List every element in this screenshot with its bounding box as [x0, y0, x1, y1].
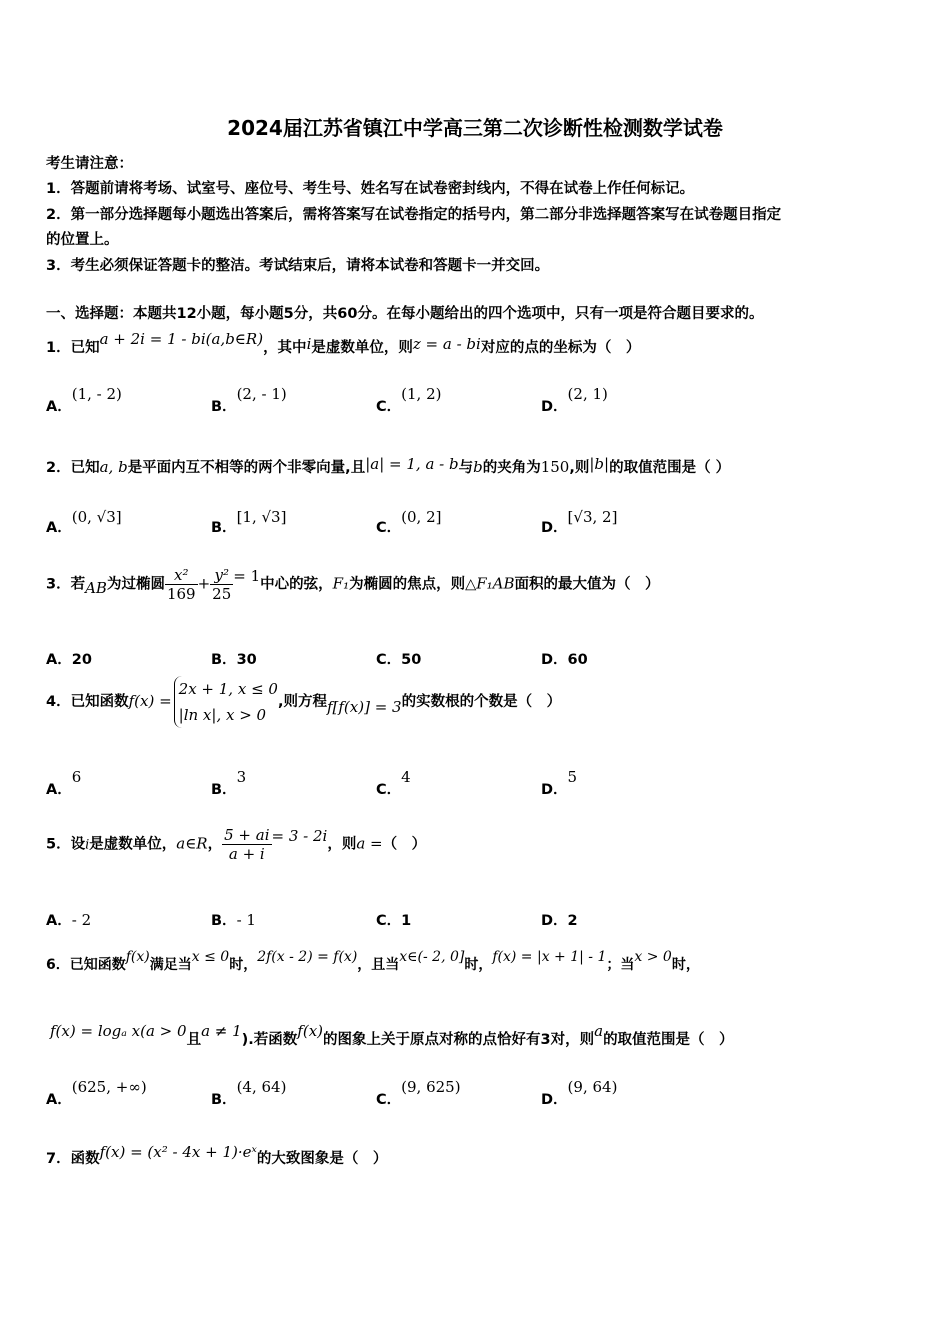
q1-text-2: ，其中: [263, 340, 307, 356]
option-label: A．: [46, 520, 72, 536]
q4-math-1: f(x) =: [128, 692, 172, 710]
option-label: B．: [211, 782, 237, 798]
q6-text-10: 的图象上关于原点对称的点恰好有3对，则: [323, 1032, 595, 1048]
option-label: B．: [211, 520, 237, 536]
q6-math-1: f(x): [125, 949, 150, 965]
q5-frac-num: 5 + ai: [224, 826, 270, 844]
q2-text-4: 的夹角为: [482, 460, 541, 476]
q6-math-6: x > 0: [634, 949, 672, 965]
q5-option-d[interactable]: [541, 909, 578, 930]
option-value: 1: [401, 913, 412, 929]
option-label: C．: [376, 399, 402, 415]
q6-math-2: x ≤ 0: [191, 949, 230, 965]
option-value: [√3, 2]: [567, 508, 618, 526]
option-label: C．: [376, 652, 402, 668]
q2-option-a[interactable]: [46, 508, 122, 537]
option-value: 5: [567, 768, 578, 786]
q3-frac2-den: 25: [212, 585, 232, 603]
q3-text-2: 为过椭圆: [106, 576, 165, 593]
q2-text-2: 是平面内互不相等的两个非零向量,且: [127, 460, 366, 476]
page-title: 2024届江苏省镇江中学高三第二次诊断性检测数学试卷: [227, 116, 723, 140]
q6-text-9: ).若函数: [241, 1032, 298, 1048]
q5-math-2: a∈R: [176, 834, 208, 853]
q1-option-c[interactable]: [376, 385, 442, 416]
option-label: C．: [376, 1092, 402, 1108]
q4-option-d[interactable]: [541, 768, 578, 799]
q4-option-b[interactable]: [211, 768, 247, 799]
question-4: [46, 676, 561, 728]
q2-text-1: 2．已知: [46, 460, 100, 476]
q5-text-4: ，则: [327, 836, 357, 853]
q5-text-5: （ ）: [382, 836, 427, 853]
q2-math-5: |b|: [589, 455, 610, 473]
q3-math-3: F₁AB: [476, 574, 515, 593]
option-value: (625, +∞): [71, 1078, 147, 1096]
q6-text-11: 的取值范围是（ ）: [603, 1032, 734, 1048]
q2-option-b[interactable]: [211, 508, 287, 537]
option-label: D．: [541, 520, 568, 536]
q6-math-9: f(x): [297, 1022, 324, 1040]
q5-math-1: i: [85, 837, 90, 853]
q5-option-a[interactable]: [46, 909, 91, 930]
q6-math-7: f(x) = logₐ x(a > 0: [50, 1022, 187, 1040]
question-6-line-1: [46, 949, 700, 974]
option-label: D．: [541, 399, 568, 415]
q4-math-2: f[f(x)] = 3: [326, 698, 402, 716]
q3-option-d[interactable]: [541, 648, 588, 669]
notice-item-1: 1．答题前请将考场、试室号、座位号、考生号、姓名写在试卷密封线内，不得在试卷上作任何标记。: [46, 181, 695, 197]
q5-option-b[interactable]: [211, 909, 256, 930]
q2-math-1: a, b: [99, 458, 128, 476]
q7-text-1: 7．函数: [46, 1151, 100, 1167]
q1-text-1: 1．已知: [46, 340, 100, 356]
q2-math-2: |a| = 1, a - b: [365, 455, 459, 473]
option-value: [1, √3]: [236, 508, 287, 526]
q2-option-c[interactable]: [376, 508, 442, 537]
q2-option-d[interactable]: [541, 508, 618, 537]
q4-option-c[interactable]: [376, 768, 411, 799]
q3-option-a[interactable]: [46, 648, 92, 669]
q3-text-1: 3．若: [46, 576, 86, 593]
option-value: (0, 2]: [401, 508, 442, 526]
q6-math-5: f(x) = |x + 1| - 1: [492, 949, 607, 965]
option-label: D．: [541, 913, 568, 929]
option-value: 20: [71, 652, 92, 668]
option-value: (9, 625): [401, 1078, 461, 1096]
q3-fraction-y: [210, 566, 233, 603]
option-label: A．: [46, 399, 72, 415]
q6-text-4: ，且当: [357, 957, 400, 973]
option-label: A．: [46, 782, 72, 798]
q6-math-8: a ≠ 1: [201, 1022, 242, 1040]
q4-text-2: ,则方程: [277, 694, 327, 710]
option-label: B．: [211, 652, 237, 668]
q6-text-5: 时，: [464, 957, 493, 973]
question-1: [46, 330, 641, 357]
q7-math-1: f(x) = (x² - 4x + 1)·eˣ: [99, 1143, 257, 1161]
q6-math-3: 2f(x - 2) = f(x): [257, 949, 358, 965]
option-label: D．: [541, 1092, 568, 1108]
q2-math-3: b: [473, 458, 483, 476]
q3-frac1-num: x²: [165, 566, 198, 585]
option-value: (4, 64): [236, 1078, 287, 1096]
option-value: 30: [236, 652, 257, 668]
q3-equals: = 1: [233, 566, 261, 585]
q4-piece-1: 2x + 1, x ≤ 0: [178, 680, 278, 698]
option-label: B．: [211, 1092, 237, 1108]
q4-text-1: 4．已知函数: [46, 694, 129, 710]
q5-math-3: a =: [356, 834, 383, 853]
option-value: 2: [567, 913, 578, 929]
option-value: (1, 2): [401, 385, 442, 403]
q6-option-c[interactable]: [376, 1078, 461, 1109]
q2-math-4: 150: [540, 458, 570, 476]
q4-piece-2: |ln x|, x > 0: [178, 706, 267, 724]
q3-text-3: 中心的弦，: [260, 576, 333, 593]
q6-option-b[interactable]: [211, 1078, 287, 1109]
q5-text-1: 5．设: [46, 836, 86, 853]
q6-option-a[interactable]: [46, 1078, 147, 1109]
q6-math-4: x∈(- 2, 0]: [399, 949, 465, 965]
q5-text-3: ，: [207, 836, 223, 853]
q2-text-5: ,则: [569, 460, 590, 476]
q1-text-4: 对应的点的坐标为（ ）: [480, 340, 641, 356]
question-5: [46, 826, 426, 863]
option-value: - 2: [71, 911, 92, 929]
option-value: (2, - 1): [236, 385, 287, 403]
option-value: 6: [71, 768, 82, 786]
notice-item-2-cont: 的位置上。: [46, 232, 119, 248]
q5-text-2: 是虚数单位，: [89, 836, 177, 853]
option-value: (9, 64): [567, 1078, 618, 1096]
q1-option-b[interactable]: [211, 385, 287, 416]
notice-item-2: 2．第一部分选择题每小题选出答案后，需将答案写在试卷指定的括号内，第二部分非选择题答案写在试卷题目指定: [46, 207, 782, 223]
q5-frac-den: a + i: [228, 845, 265, 863]
q1-math-3: z = a - bi: [412, 335, 481, 353]
question-7: [46, 1143, 388, 1168]
q5-equals: = 3 - 2i: [271, 826, 328, 845]
option-label: B．: [211, 913, 237, 929]
q4-text-3: 的实数根的个数是（ ）: [401, 694, 562, 710]
q1-option-a[interactable]: [46, 385, 122, 416]
option-value: (0, √3]: [71, 508, 122, 526]
q3-text-4: 为椭圆的焦点，则△: [349, 576, 477, 593]
option-value: 4: [401, 768, 411, 786]
section-heading: 一、选择题：本题共12小题，每小题5分，共60分。在每小题给出的四个选项中，只有一项是符合题目要求的。: [46, 306, 764, 322]
option-label: C．: [376, 520, 402, 536]
option-value: 60: [567, 652, 588, 668]
option-value: (2, 1): [567, 385, 608, 403]
q6-text-6: ；当: [606, 957, 635, 973]
question-2: [46, 456, 730, 477]
option-value: 3: [236, 768, 247, 786]
q6-text-8: 且: [186, 1032, 202, 1048]
q3-frac2-num: y²: [210, 566, 233, 585]
q3-math-2: F₁: [332, 574, 350, 593]
q3-math-1: AB: [85, 578, 107, 597]
option-label: C．: [376, 782, 402, 798]
q3-option-b[interactable]: [211, 648, 257, 669]
q1-math-1: a + 2i = 1 - bi(a,b∈R): [99, 330, 264, 348]
option-label: C．: [376, 913, 402, 929]
q6-text-7: 时，: [671, 957, 700, 973]
question-6-line-2: [50, 1022, 734, 1049]
q6-text-3: 时，: [229, 957, 258, 973]
q5-option-c[interactable]: [376, 909, 411, 930]
notice-item-3: 3．考生必须保证答题卡的整洁。考试结束后，请将本试卷和答题卡一并交回。: [46, 258, 550, 274]
option-label: A．: [46, 913, 72, 929]
question-3: [46, 566, 660, 603]
option-label: D．: [541, 652, 568, 668]
notice-heading: 考生请注意：: [46, 156, 133, 172]
q1-math-2: i: [306, 335, 312, 353]
q3-fraction-x: [165, 566, 198, 603]
q3-text-5: 面积的最大值为（ ）: [514, 576, 660, 593]
q2-text-3: 与: [458, 460, 474, 476]
option-value: (1, - 2): [71, 385, 122, 403]
option-label: B．: [211, 399, 237, 415]
q1-text-3: 是虚数单位，则: [311, 340, 413, 356]
q5-fraction: [222, 826, 271, 863]
option-value: 50: [401, 652, 422, 668]
q6-option-d[interactable]: [541, 1078, 618, 1109]
option-label: A．: [46, 1092, 72, 1108]
q1-option-d[interactable]: [541, 385, 608, 416]
option-value: - 1: [236, 911, 256, 929]
q4-piecewise: [174, 676, 278, 728]
q2-text-6: 的取值范围是（ ）: [609, 460, 731, 476]
q6-text-1: 6．已知函数: [46, 957, 126, 973]
q3-frac1-den: 169: [166, 585, 196, 603]
q3-option-c[interactable]: [376, 648, 421, 669]
q4-option-a[interactable]: [46, 768, 82, 799]
option-label: A．: [46, 652, 72, 668]
q3-plus: +: [197, 574, 211, 593]
q6-text-2: 满足当: [149, 957, 192, 973]
option-label: D．: [541, 782, 568, 798]
q6-math-10: a: [594, 1022, 604, 1040]
q7-text-2: 的大致图象是（ ）: [256, 1151, 388, 1167]
